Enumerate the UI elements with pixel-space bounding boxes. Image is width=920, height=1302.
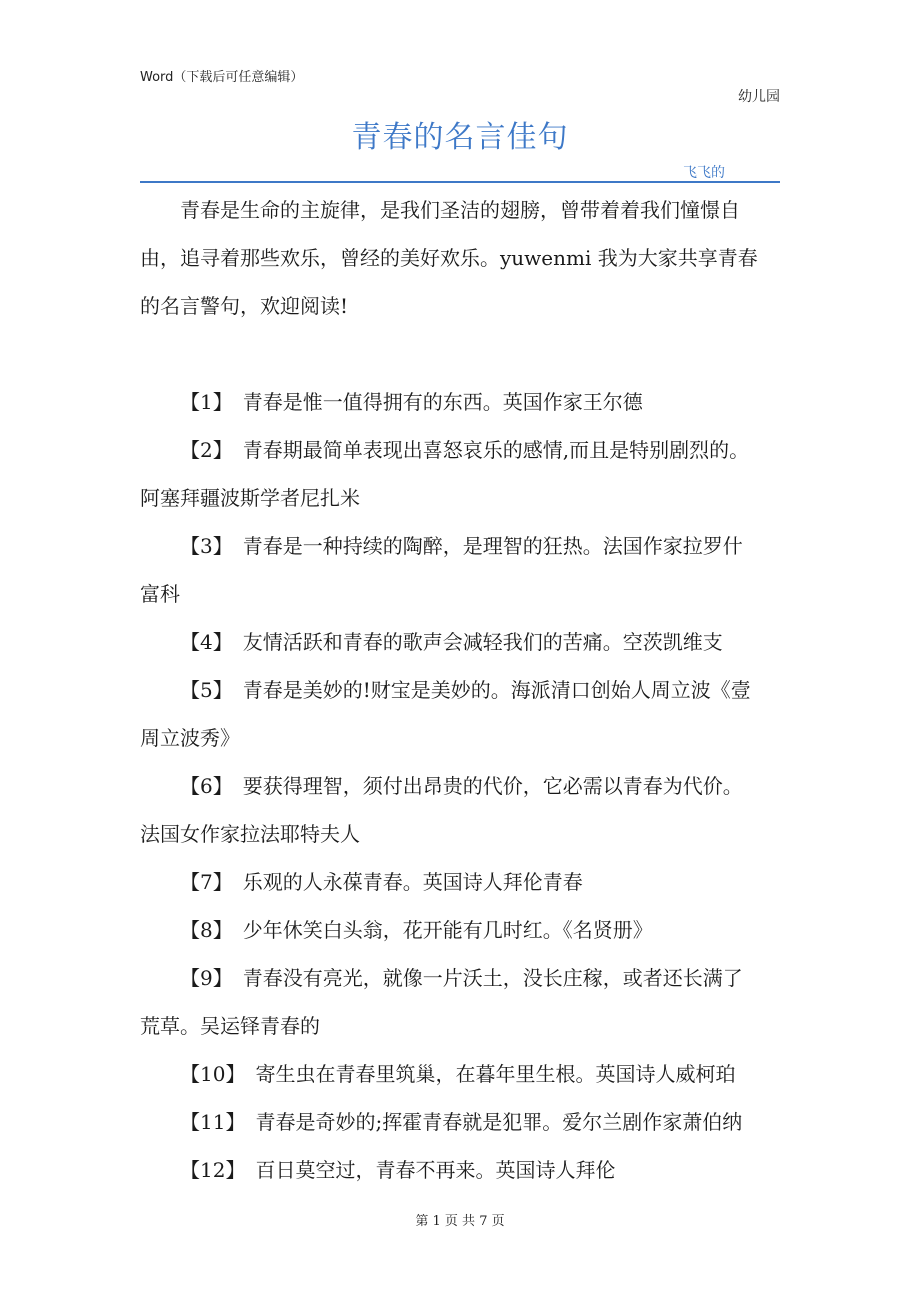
header-category: 幼儿园 [738,89,780,105]
quote-text: 青春是美妙的!财宝是美妙的。海派清口创始人周立波《壹 [242,678,751,702]
quote-number: 【6】 [180,774,233,798]
quote-text: 寄生虫在青春里筑巢，在暮年里生根。英国诗人威柯珀 [255,1062,736,1086]
quote-text: 青春是一种持续的陶醉，是理智的狂热。法国作家拉罗什 [242,534,743,558]
quote-text: 乐观的人永葆青春。英国诗人拜伦青春 [242,870,583,894]
quote-text: 青春没有亮光，就像一片沃土，没长庄稼，或者还长满了 [242,966,743,990]
quote-continuation: 周立波秀》 [140,726,240,750]
quote-number: 【9】 [180,966,233,990]
quote-continuation: 荒草。吴运铎青春的 [140,1014,320,1038]
quote-item [180,870,840,894]
quote-item [180,630,840,654]
quote-number: 【11】 [180,1110,246,1134]
quote-item [180,1158,840,1182]
quote-text: 百日莫空过，青春不再来。英国诗人拜伦 [255,1158,616,1182]
quote-item [180,534,840,558]
quote-number: 【7】 [180,870,233,894]
quote-number: 【12】 [180,1158,246,1182]
quote-text: 友情活跃和青春的歌声会减轻我们的苦痛。空茨凯维支 [242,630,723,654]
quote-item [180,966,840,990]
quote-number: 【3】 [180,534,233,558]
quote-continuation: 富科 [140,582,180,606]
title-divider [140,181,780,183]
quote-number: 【8】 [180,918,233,942]
quote-continuation: 阿塞拜疆波斯学者尼扎米 [140,486,360,510]
page-footer: 第 1 页 共 7 页 [415,1214,505,1229]
quote-item [180,438,840,462]
document-title: 青春的名言佳句 [351,120,569,155]
quote-item [180,1110,840,1134]
quote-item [180,390,840,414]
quote-text: 要获得理智，须付出昂贵的代价，它必需以青春为代价。 [242,774,743,798]
quote-continuation: 法国女作家拉法耶特夫人 [140,822,360,846]
quote-text: 青春是惟一值得拥有的东西。英国作家王尔德 [242,390,643,414]
intro-line: 的名言警句，欢迎阅读! [140,294,349,318]
intro-line: 由，追寻着那些欢乐，曾经的美好欢乐。yuwenmi 我为大家共享青春 [140,246,758,270]
quote-number: 【2】 [180,438,233,462]
quote-number: 【10】 [180,1062,246,1086]
intro-line: 青春是生命的主旋律，是我们圣洁的翅膀，曾带着着我们憧憬自 [180,198,740,222]
document-author: 飞飞的 [683,165,725,181]
header-note: Word（下载后可任意编辑） [140,70,304,85]
quote-text: 青春期最简单表现出喜怒哀乐的感情,而且是特别剧烈的。 [242,438,750,462]
quote-item [180,774,840,798]
quote-text: 少年休笑白头翁，花开能有几时红。《名贤册》 [242,918,653,942]
quote-number: 【1】 [180,390,233,414]
quote-item [180,678,840,702]
quote-number: 【5】 [180,678,233,702]
quote-number: 【4】 [180,630,233,654]
quote-item [180,918,840,942]
quote-item [180,1062,840,1086]
quote-text: 青春是奇妙的;挥霍青春就是犯罪。爱尔兰剧作家萧伯纳 [255,1110,743,1134]
